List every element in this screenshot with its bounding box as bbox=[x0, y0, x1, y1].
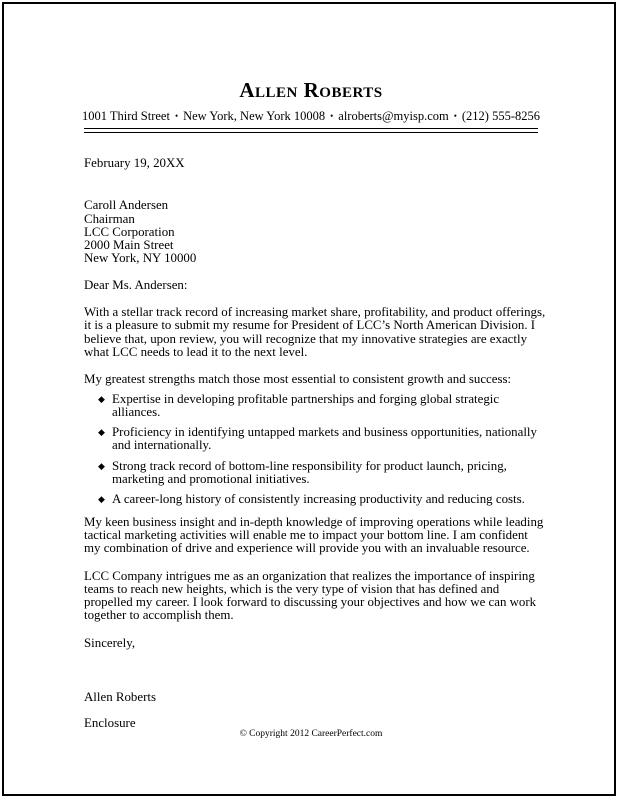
list-item-text: Expertise in developing profitable partnerships and forging global strategic alliances. bbox=[112, 391, 500, 419]
sender-phone: (212) 555-8256 bbox=[461, 109, 541, 123]
letter-body bbox=[84, 157, 546, 731]
diamond-bullet-icon: ◆ bbox=[98, 460, 105, 471]
salutation: Dear Ms. Andersen: bbox=[84, 277, 188, 292]
recipient-address bbox=[84, 199, 546, 265]
paragraph-intro: With a stellar track record of increasing market share, profitability, and product offerings, it is a pleasure to submit my resume for President of LCC’s North American Division. I believe that, upon review, you will recognize that my innovative strategies are exactly what LCC needs to lead it to the next level. bbox=[84, 305, 546, 359]
paragraph-insight: My keen business insight and in-depth knowledge of improving operations while leading tactical marketing activities will enable me to impact your bottom line. I am confident my combination of drive and experience will provide you with an invaluable resource. bbox=[84, 514, 544, 556]
recipient-title: Chairman bbox=[84, 211, 135, 226]
letter-date: February 19, 20XX bbox=[84, 156, 185, 170]
diamond-bullet-icon: ◆ bbox=[98, 427, 105, 438]
list-item-text: A career-long history of consistently increasing productivity and reducing costs. bbox=[112, 492, 525, 507]
enclosure-note: Enclosure bbox=[84, 716, 136, 731]
closing: Sincerely, bbox=[84, 635, 136, 650]
list-item-text: Proficiency in identifying untapped markets and business opportunities, nationally and internationally. bbox=[112, 425, 537, 453]
recipient-name: Caroll Andersen bbox=[84, 198, 169, 213]
sender-name: Allen Roberts bbox=[239, 78, 383, 102]
paragraph-vision: LCC Company intrigues me as an organization that realizes the importance of inspiring teams to reach new heights, which is the very type of vision that has defined and propelled my career. I look forward to discussing your objectives and how we can work together to accomplish them. bbox=[84, 568, 537, 623]
list-item bbox=[84, 393, 546, 420]
list-item bbox=[84, 460, 546, 487]
signer-name: Allen Roberts bbox=[84, 690, 156, 705]
sender-city: New York, New York 10008 bbox=[183, 109, 326, 123]
sender-contact-line bbox=[0, 109, 622, 124]
recipient-street: 2000 Main Street bbox=[84, 238, 174, 253]
recipient-company: LCC Corporation bbox=[84, 224, 175, 239]
header-rule-thick bbox=[84, 128, 538, 129]
bullet-separator: • bbox=[453, 111, 457, 121]
header-rule-thin bbox=[84, 132, 538, 133]
recipient-city: New York, NY 10000 bbox=[84, 251, 197, 266]
diamond-bullet-icon: ◆ bbox=[98, 393, 105, 404]
strengths-list bbox=[84, 393, 546, 507]
sender-street: 1001 Third Street bbox=[81, 109, 170, 123]
bullet-separator: • bbox=[330, 111, 334, 121]
copyright-footer: © Copyright 2012 CareerPerfect.com bbox=[239, 729, 383, 739]
list-item bbox=[84, 426, 546, 453]
sender-email: alroberts@myisp.com bbox=[338, 109, 449, 123]
paragraph-strengths: My greatest strengths match those most essential to consistent growth and success: bbox=[84, 372, 512, 387]
list-item-text: Strong track record of bottom-line responsibility for product launch, pricing, marketing and promotional initiatives. bbox=[112, 458, 507, 487]
bullet-separator: • bbox=[174, 111, 179, 121]
diamond-bullet-icon: ◆ bbox=[98, 494, 105, 505]
list-item bbox=[84, 493, 546, 506]
